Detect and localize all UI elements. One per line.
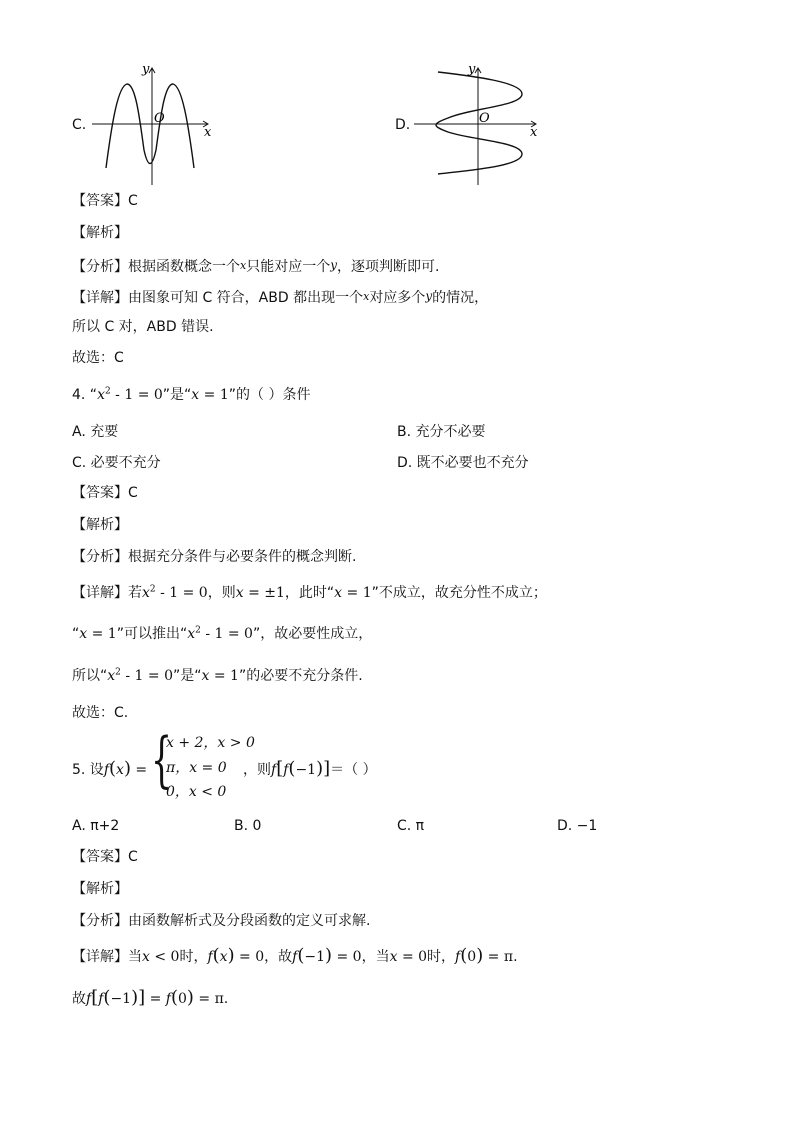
q4-xiangjie-1: 【详解】若$x^2 - 1 = 0$，则x = ±1，此时“x = 1”不成立，故充分性不成立；	[72, 584, 547, 601]
q3-jiexi: 【解析】	[72, 225, 128, 241]
q5-case-3: 0，x < 0	[166, 784, 227, 800]
q5-answer: 【答案】C	[72, 849, 138, 865]
q4-option-d: D. 既不必要也不充分	[397, 455, 529, 471]
q5-option-d: D. −1	[557, 818, 598, 834]
q5-stem-lead: 5. 设f(x) =	[72, 758, 148, 779]
q5-stem-tail: ，则f[f(−1)]＝（ ）	[243, 758, 377, 779]
graph-d-x-label: x	[530, 125, 538, 140]
q5-xiangjie-2: 故f[f(−1)] = f(0) = π.	[72, 987, 229, 1008]
q5-case-1: x + 2，x > 0	[166, 735, 255, 751]
graph-d-origin-label: O	[479, 111, 490, 126]
q5-fenxi: 【分析】由函数解析式及分段函数的定义可求解.	[72, 913, 371, 929]
graph-d	[412, 62, 542, 187]
graph-c-x-label: x	[204, 125, 212, 140]
graph-c-y-label: y	[142, 62, 150, 77]
q4-answer: 【答案】C	[72, 485, 138, 501]
q5-case-2: π，x = 0	[166, 760, 227, 776]
graph-d-y-label: y	[468, 62, 476, 77]
q5-option-b: B. 0	[234, 818, 262, 834]
q4-fenxi: 【分析】根据充分条件与必要条件的概念判断.	[72, 549, 357, 565]
q3-conclusion: 所以 C 对，ABD 错误.	[72, 319, 214, 335]
q5-xiangjie-1: 【详解】当x < 0时，f(x) = 0，故f(−1) = 0，当x = 0时，f(0) = π.	[72, 945, 518, 966]
option-c-label: C.	[72, 117, 87, 133]
q4-option-a: A. 充要	[72, 424, 119, 440]
q4-stem: 4. “$x^2 - 1 = 0$”是“x = 1”的（ ）条件	[72, 386, 311, 403]
q5-piecewise-brace: {	[151, 725, 173, 795]
option-d-label: D.	[395, 117, 411, 133]
q3-xiangjie: 【详解】由图象可知 C 符合，ABD 都出现一个x对应多个y的情况，	[72, 289, 489, 306]
graph-c-origin-label: O	[154, 111, 165, 126]
q5-option-c: C. π	[397, 818, 425, 834]
q4-xiangjie-3: 所以“$x^2 - 1 = 0$”是“x = 1”的必要不充分条件.	[72, 667, 363, 684]
q4-choice: 故选：C.	[72, 705, 129, 721]
q3-choice: 故选：C	[72, 350, 124, 366]
q4-jiexi: 【解析】	[72, 517, 128, 533]
q4-option-c: C. 必要不充分	[72, 455, 161, 471]
q4-xiangjie-2: “x = 1”可以推出“$x^2 - 1 = 0$”，故必要性成立，	[72, 625, 373, 642]
q3-answer: 【答案】C	[72, 193, 138, 209]
q4-option-b: B. 充分不必要	[397, 424, 486, 440]
graph-c	[90, 62, 220, 187]
q5-jiexi: 【解析】	[72, 881, 128, 897]
q3-fenxi: 【分析】根据函数概念一个x只能对应一个y，逐项判断即可.	[72, 258, 440, 275]
q5-option-a: A. π+2	[72, 818, 120, 834]
